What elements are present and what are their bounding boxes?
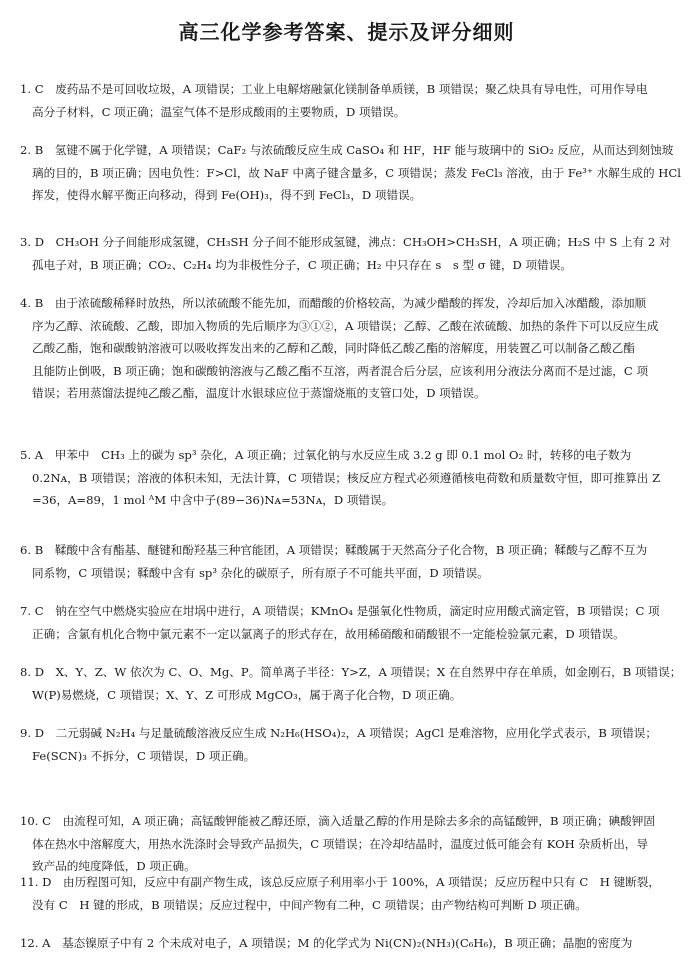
answer-item xyxy=(20,661,684,706)
answer-line: 璃的目的，B 项正确；因电负性：F>Cl，故 NaF 中离子键含量多，C 项错误；蒸发 FeCl₃ 溶液，由于 Fe³⁺ 水解生成的 HCl xyxy=(32,165,681,180)
answer-item xyxy=(20,722,684,767)
answer-item xyxy=(20,539,684,584)
answer-item xyxy=(20,139,684,207)
answer-item xyxy=(20,600,684,645)
answer-line: 乙酸乙酯，饱和碳酸钠溶液可以吸收挥发出来的乙醇和乙酸，同时降低乙酸乙酯的溶解度，用装置乙可以制备乙酸乙酯 xyxy=(32,341,635,355)
answer-line: 孤电子对，B 项正确；CO₂、C₂H₄ 均为非极性分子，C 项正确；H₂ 中只存在 s s 型 σ 键，D 项错误。 xyxy=(32,257,572,272)
answer-item xyxy=(20,292,684,405)
answer-line: 正确；含氯有机化合物中氯元素不一定以氯离子的形式存在，故用稀硝酸和硝酸银不一定能检验氯元素，D 项错误。 xyxy=(32,626,625,641)
answer-line: 序为乙醇、浓硫酸、乙酸，即加入物质的先后顺序为③①②，A 项错误；乙醇、乙酸在浓硫酸、加热的条件下可以反应生成 xyxy=(32,318,659,333)
answer-line: 2. B 氢键不属于化学键，A 项错误；CaF₂ 与浓硫酸反应生成 CaSO₄ 和 HF，HF 能与玻璃中的 SiO₂ 反应，从而达到刻蚀玻 xyxy=(20,143,674,157)
answer-item xyxy=(20,78,684,123)
answer-line: 同系物，C 项错误；鞣酸中含有 sp³ 杂化的碳原子，所有原子不可能共平面，D 项错误。 xyxy=(32,565,489,580)
answer-line: 3. D CH₃OH 分子间能形成氢键，CH₃SH 分子间不能形成氢键，沸点：CH₃OH>CH₃SH，A 项正确；H₂S 中 S 上有 2 对 xyxy=(20,235,671,249)
answer-line: =36，A=89，1 mol ᴬM 中含中子(89−36)Nᴀ=53Nᴀ，D 项错误。 xyxy=(32,493,394,507)
answer-line: 4. B 由于浓硫酸稀释时放热，所以浓硫酸不能先加，而醋酸的价格较高，为减少醋酸的挥发，冷却后加入冰醋酸，添加顺 xyxy=(20,296,647,310)
answer-line: 0.2Nᴀ，B 项错误；溶液的体积未知，无法计算，C 项错误；核反应方程式必须遵循核电荷数和质量数守恒，即可推算出 Z xyxy=(32,470,661,485)
answer-line: 11. D 由历程图可知，反应中有副产物生成，该总反应原子利用率小于 100%，A 项错误；反应历程中只有 C H 键断裂， xyxy=(20,875,660,889)
answer-item xyxy=(20,444,684,512)
answer-line: Fe(SCN)₃ 不拆分，C 项错误，D 项正确。 xyxy=(32,748,256,763)
page-title: 高三化学参考答案、提示及评分细则 xyxy=(178,20,515,44)
answer-line: 5. A 甲苯中 CH₃ 上的碳为 sp³ 杂化，A 项正确；过氧化钠与水反应生成 3.2 g 即 0.1 mol O₂ 时，转移的电子数为 xyxy=(20,448,632,462)
answer-line: 6. B 鞣酸中含有酯基、醚键和酚羟基三种官能团，A 项错误；鞣酸属于天然高分子化合物，B 项正确；鞣酸与乙醇不互为 xyxy=(20,543,648,557)
answer-line: 10. C 由流程可知，A 项正确；高锰酸钾能被乙醇还原，滴入适量乙醇的作用是除去多余的高锰酸钾，B 项正确；碘酸钾固 xyxy=(20,814,655,828)
answer-line: 8. D X、Y、Z、W 依次为 C、O、Mg、P。简单离子半径：Y>Z，A 项错误；X 在自然界中存在单质，如金刚石，B 项错误； xyxy=(20,665,682,679)
answer-item xyxy=(20,810,684,878)
answer-line: W(P)易燃烧，C 项错误；X、Y、Z 可形成 MgCO₃，属于离子化合物，D 项正确。 xyxy=(32,687,462,702)
answer-line: 致产品的纯度降低，D 项正确。 xyxy=(32,859,196,873)
answer-line: 高分子材料，C 项正确；温室气体不是形成酸雨的主要物质，D 项错误。 xyxy=(32,104,406,119)
answer-line: 且能防止倒吸，B 项正确；饱和碳酸钠溶液与乙酸乙酯不互溶，两者混合后分层，应该利用分液法分离而不是过滤，C 项 xyxy=(32,363,649,378)
answer-item xyxy=(20,231,684,276)
answer-item xyxy=(20,871,684,916)
answer-line: 错误；若用蒸馏法提纯乙酸乙酯，温度计水银球应位于蒸馏烧瓶的支管口处，D 项错误。 xyxy=(32,386,486,400)
answer-item xyxy=(20,932,684,955)
answer-line: 1. C 废药品不是可回收垃圾，A 项错误；工业上电解熔融氯化镁制备单质镁，B 项错误；聚乙炔具有导电性，可用作导电 xyxy=(20,82,648,96)
answer-line: 12. A 基态镍原子中有 2 个未成对电子，A 项错误；M 的化学式为 Ni(CN)₂(NH₃)(C₆H₆)，B 项正确；晶胞的密度为 xyxy=(20,936,633,950)
answer-line: 9. D 二元弱碱 N₂H₄ 与足量硫酸溶液反应生成 N₂H₆(HSO₄)₂，A 项错误；AgCl 是难溶物，应用化学式表示，B 项错误； xyxy=(20,726,657,740)
answer-line: 没有 C H 键的形成，B 项错误；反应过程中，中间产物有二种，C 项错误；由产物结构可判断 D 项正确。 xyxy=(32,897,587,912)
answer-line: 7. C 钠在空气中燃烧实验应在坩埚中进行，A 项错误；KMnO₄ 是强氧化性物质，滴定时应用酸式滴定管，B 项错误；C 项 xyxy=(20,604,660,618)
answer-line: 挥发，使得水解平衡正向移动，得到 Fe(OH)₃，得不到 FeCl₃，D 项错误。 xyxy=(32,188,422,202)
answer-line: 体在热水中溶解度大，用热水洗涤时会导致产品损失，C 项错误；在冷却结晶时，温度过低可能会有 KOH 杂质析出，导 xyxy=(32,836,648,851)
